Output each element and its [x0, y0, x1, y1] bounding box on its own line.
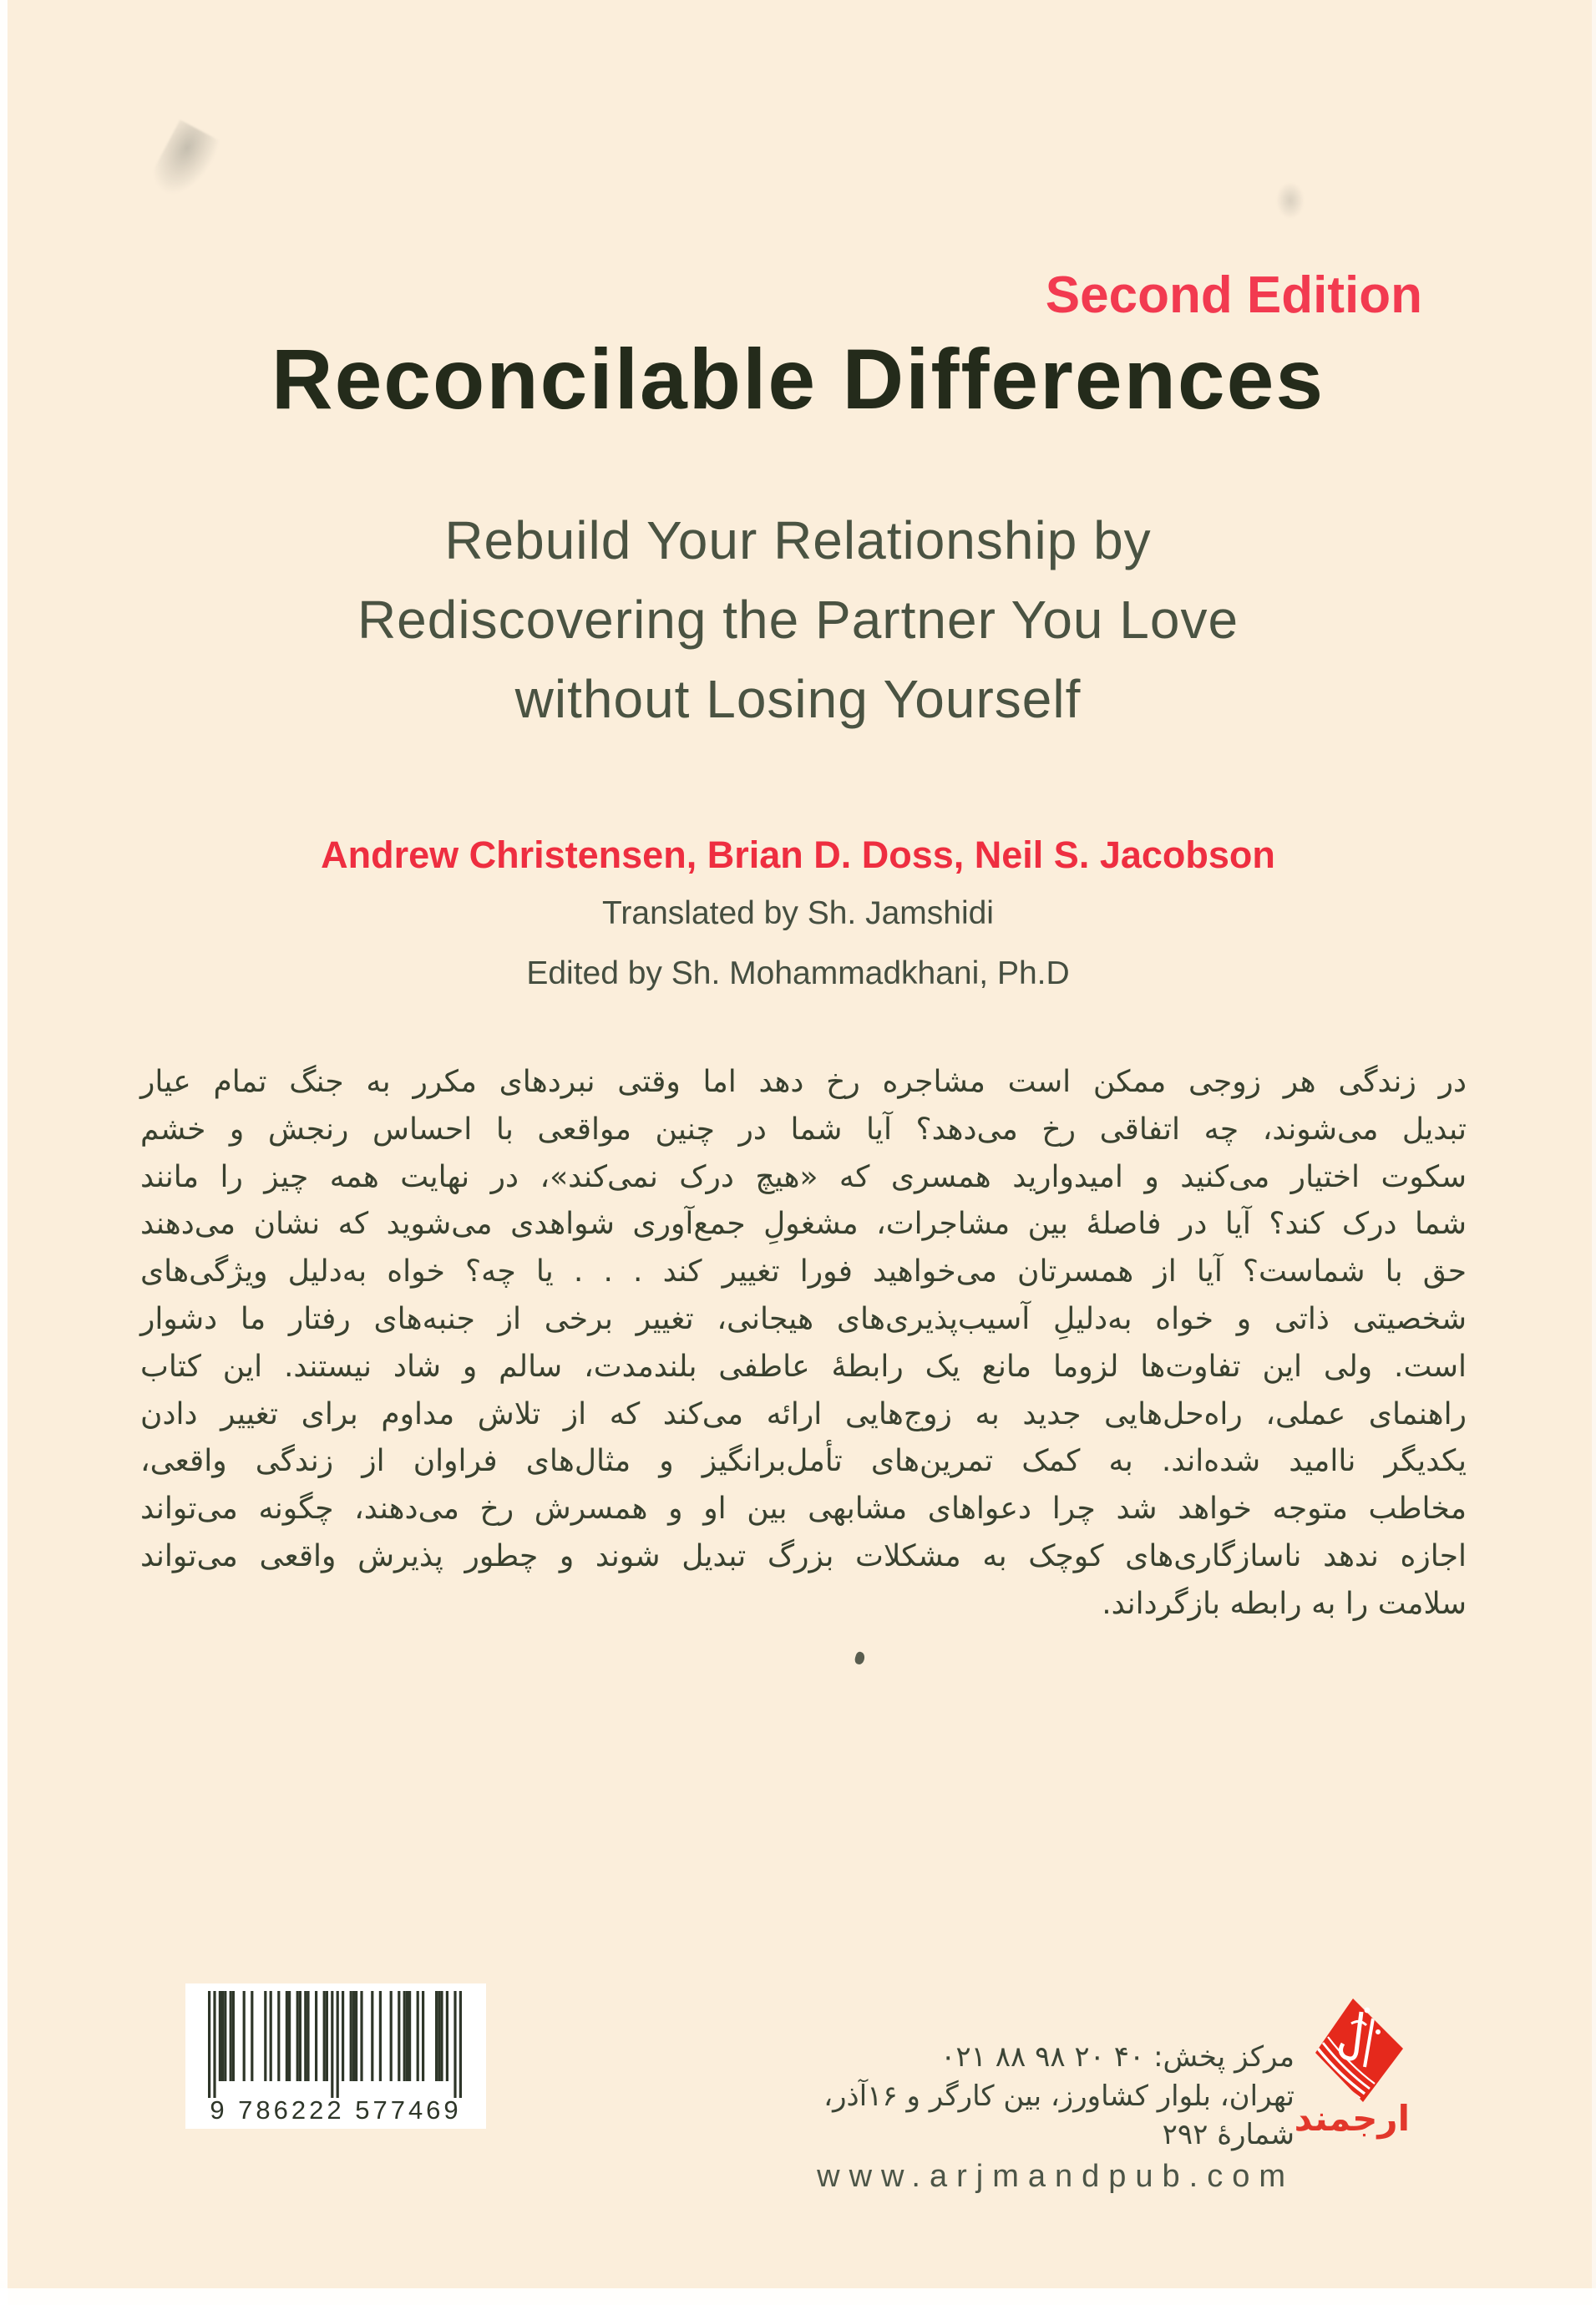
scan-edge [0, 0, 8, 2305]
description-line: سکوت اختیار می‌کنید و امیدوارید همسری که «هیچ درک نمی‌کند»، در نهایت همه چیز را مانند [140, 1159, 1467, 1194]
description-line: سلامت را به رابطه بازگرداند. [1102, 1586, 1467, 1621]
scan-smudge [146, 119, 223, 205]
translator-line: Translated by Sh. Jamshidi [602, 895, 994, 931]
book-title: Reconcilable Differences [271, 332, 1325, 427]
description-line: یکدیگر ناامید شده‌اند. به کمک تمرین‌های تأمل‌برانگیز و مثال‌های فراوان از زندگی واقعی، [140, 1444, 1467, 1479]
scan-edge [1592, 0, 1596, 2305]
distribution-label: مرکز پخش: [1153, 2040, 1295, 2074]
isbn-barcode [185, 1983, 486, 2129]
editor-line: Edited by Sh. Mohammadkhani, Ph.D [526, 955, 1070, 991]
website-url: www.arjmandpub.com [817, 2159, 1295, 2194]
book-subtitle [0, 501, 1596, 739]
publisher-logo-icon [1301, 1990, 1410, 2107]
description-line: مخاطب متوجه خواهد شد چرا دعواهای مشابهی بین او و همسرش رخ می‌دهند، چگونه می‌تواند [140, 1492, 1467, 1527]
subtitle-line: Rebuild Your Relationship by [444, 510, 1152, 570]
description-line: است. ولی این تفاوت‌ها لزوما مانع یک رابطهٔ عاطفی بلندمدت، سالم و شاد نیستند. این کتاب [140, 1349, 1467, 1384]
scan-edge [0, 2288, 1596, 2305]
publisher-name: ارجمند [1294, 2098, 1410, 2139]
edition-label: Second Edition [1045, 266, 1422, 324]
subtitle-line: Rediscovering the Partner You Love [357, 590, 1239, 650]
description-line: در زندگی هر زوجی ممکن است مشاجره رخ دهد اما وقتی نبردهای مکرر به جنگ تمام عیار [140, 1065, 1467, 1099]
authors-line: Andrew Christensen, Brian D. Doss, Neil S. Jacobson [321, 833, 1275, 876]
description-line: راهنمای عملی، راه‌حل‌هایی جدید به زوج‌هایی ارائه می‌کند که از تلاش مداوم برای تغییر دادن [140, 1396, 1467, 1431]
ink-mark [854, 1651, 866, 1666]
subtitle-line: without Losing Yourself [514, 669, 1082, 729]
description-line: شما درک کند؟ آیا در فاصلهٔ بین مشاجرات، مشغولِ جمع‌آوری شواهدی می‌شوید که نشان می‌دهند [140, 1207, 1467, 1242]
address-line: تهران، بلوار کشاورز، بین کارگر و ۱۶آذر، شمارهٔ ۲۹۲ [823, 2080, 1295, 2151]
description-line: تبدیل می‌شوند، چه اتفاقی رخ می‌دهد؟ آیا شما در چنین مواقعی با احساس رنجش و خشم [140, 1112, 1467, 1147]
description-line: حق با شماست؟ آیا از همسرتان می‌خواهید فورا تغییر کند . . . یا چه؟ خواه به‌دلیل ویژگی‌های [140, 1254, 1467, 1289]
distribution-line [793, 2038, 1295, 2076]
publisher-info [793, 2038, 1295, 2195]
description-line: اجازه ندهد ناسازگاری‌های کوچک به مشکلات بزرگ تبدیل شوند و چطور پذیرش واقعی می‌تواند [140, 1538, 1467, 1573]
scan-smudge [1276, 182, 1305, 219]
phone-number: ۰۲۱ ۸۸ ۹۸ ۲۰ ۴۰ [940, 2040, 1145, 2074]
description-paragraph [140, 1059, 1467, 1629]
description-line: شخصیتی ذاتی و خواه به‌دلیلِ آسیب‌پذیری‌های هیجانی، تغییر برخی از جنبه‌های رفتار ما دشوار [140, 1301, 1467, 1336]
barcode-digits: 9 786222 577469 [210, 2095, 462, 2125]
barcode-bars [185, 1983, 486, 2105]
